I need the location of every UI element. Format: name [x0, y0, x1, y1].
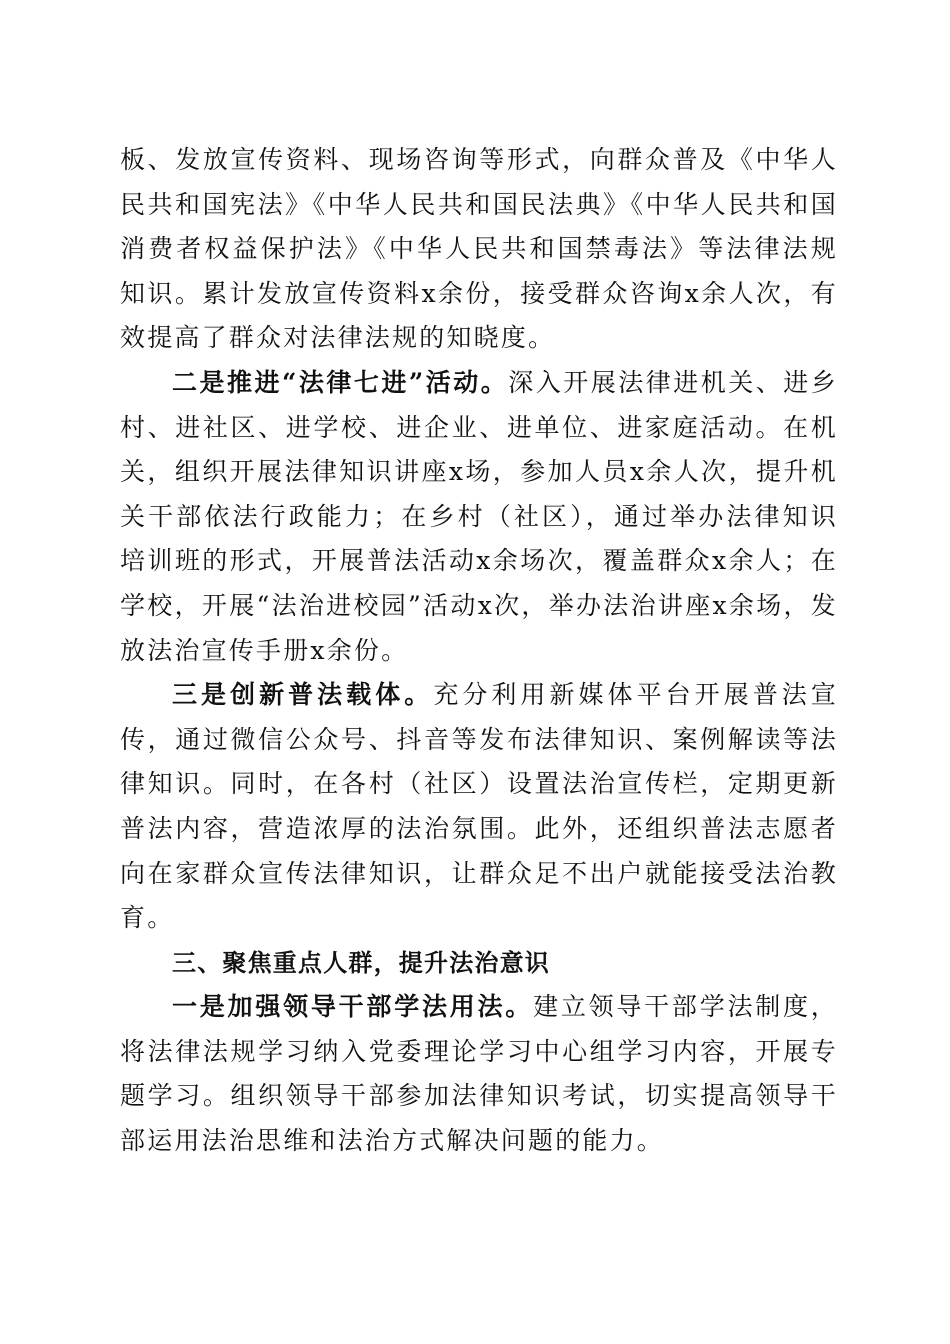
paragraph-text: 深入开展法律进机关、进乡村、进社区、进学校、进企业、进单位、进家庭活动。在机关，组织开展法律知识讲座x场，参加人员x余人次，提升机关干部依法行政能力；在乡村（社区），通过举办法律知识培训班的形式，开展普法活动x余场次，覆盖群众x余人；在学校，开展“法治进校园”活动x次，举办法治讲座x余场，发放法治宣传手册x余份。: [120, 367, 838, 665]
paragraph-leader-law-study: [120, 985, 838, 1163]
continued-paragraph: [120, 138, 838, 361]
paragraph-lead: 二是推进“法律七进”活动。: [172, 367, 509, 397]
paragraph-lead: 三是创新普法载体。: [172, 680, 434, 710]
paragraph-lead: 一是加强领导干部学法用法。: [172, 992, 534, 1022]
paragraph-text: 充分利用新媒体平台开展普法宣传，通过微信公众号、抖音等发布法律知识、案例解读等法律知识。同时，在各村（社区）设置法治宣传栏，定期更新普法内容，营造浓厚的法治氛围。此外，还组织普法志愿者向在家群众宣传法律知识，让群众足不出户就能接受法治教育。: [120, 680, 838, 933]
section-heading: 三、聚焦重点人群，提升法治意识: [172, 948, 550, 977]
document-page: [120, 138, 838, 1164]
paragraph-innovation-carrier: [120, 673, 838, 941]
paragraph-text: 建立领导干部学法制度，将法律法规学习纳入党委理论学习中心组学习内容，开展专题学习。组织领导干部参加法律知识考试，切实提高领导干部运用法治思维和法治方式解决问题的能力。: [120, 992, 838, 1156]
paragraph-text: 板、发放宣传资料、现场咨询等形式，向群众普及《中华人民共和国宪法》《中华人民共和国民法典》《中华人民共和国消费者权益保护法》《中华人民共和国禁毒法》等法律法规知识。累计发放宣传资料x余份，接受群众咨询x余人次，有效提高了群众对法律法规的知晓度。: [120, 145, 838, 353]
paragraph-law-seven-entries: [120, 361, 838, 673]
